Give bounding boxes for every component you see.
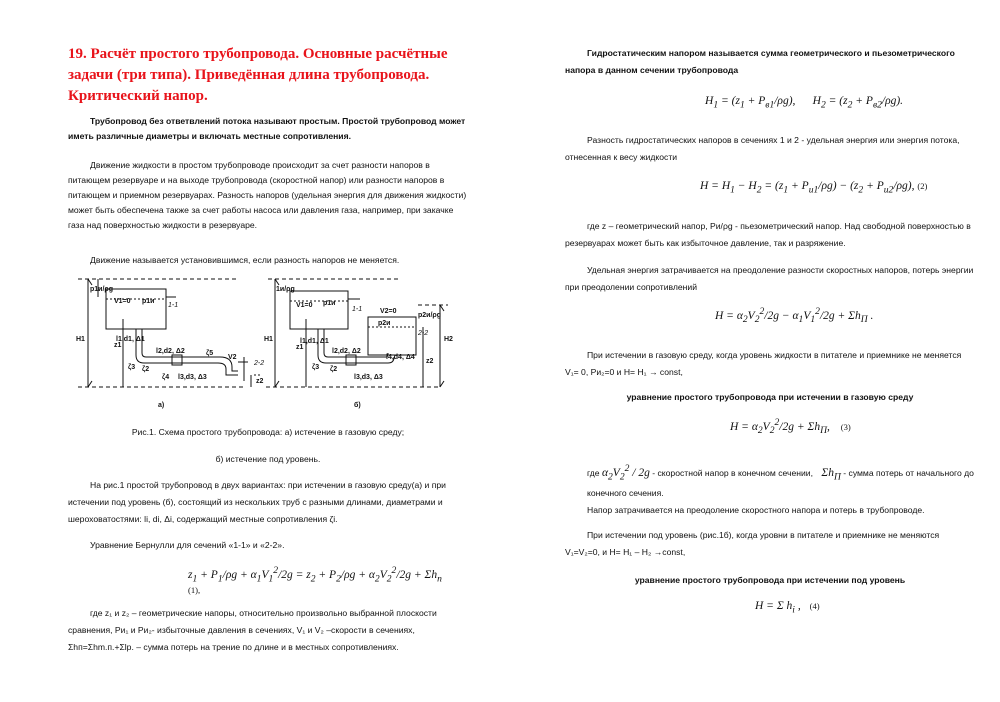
eq3-number: (3)	[840, 421, 851, 432]
paragraph-steady: Движение называется установившимся, если разность напоров не меняется.	[90, 255, 400, 265]
subheading-gas-outflow: уравнение простого трубопровода при истечении в газовую среду	[626, 392, 914, 402]
fig-a-pipe1: l1,d1, Δ1	[116, 336, 145, 343]
fig-a-zeta2: ζ2	[142, 366, 150, 373]
fig-a-z1: z1	[114, 342, 122, 349]
fig-a-zeta4: ζ4	[162, 374, 170, 381]
fig-a-v2: V2	[228, 354, 237, 361]
fig-b-H2: H2	[444, 336, 453, 343]
paragraph-bernoulli: Уравнение Бернулли для сечений «1-1» и «2-2».	[90, 540, 285, 550]
paragraph-difference: Разность гидростатических напоров в сечениях 1 и 2 - удельная энергия или энергия потока, отнесенная к весу жидкости	[565, 135, 960, 162]
equation-3: $H = \alpha_2V_2^2/2g + \Sigma h_П$, (3)	[730, 417, 851, 437]
fig-a-z2: z2	[256, 378, 264, 385]
fig-b-v1-label: V1=0	[296, 302, 313, 309]
hydrostatic-head-formula: $H_1 = (z_1 + P_{в1}/\rho g)$, $H_2 = (z_2 + P_{в2}/\rho g)$.	[705, 95, 904, 111]
fig-b-zeta2: ζ2	[330, 366, 338, 373]
text-loss-sum: - сумма потерь от начального до конечного сечения.	[587, 467, 974, 499]
velocity-head-term: $\alpha_2V_2^2 / 2g$	[601, 463, 650, 483]
fig-a-zeta5: ζ5	[206, 350, 214, 357]
equation-4: H = Σ $h_i$ , (4)	[755, 600, 820, 616]
fig-a-zeta3: ζ3	[128, 364, 136, 371]
text-velocity-head: - скоростной напор в конечном сечении,	[652, 467, 813, 478]
fig-a-pipe2: l2,d2, Δ2	[156, 348, 185, 355]
fig-a-caption: а)	[158, 402, 165, 409]
figure-caption-2: б) истечение под уровень.	[215, 454, 321, 464]
fig-b-pipe3: l3,d3, Δ3	[354, 374, 383, 381]
eq1-number: (1),	[188, 585, 201, 596]
bernoulli-equation: $z_1 + P_1/\rho g + \alpha_1V_1^2/2g = z_2 + P_2/\rho g + \alpha_2V_2^2/2g + \Sigma h_п$ (1),	[188, 565, 442, 596]
fig-a-section22: 2-2	[254, 360, 265, 367]
pipeline-figure	[68, 277, 478, 412]
paragraph-gas-outflow: При истечении в газовую среду, когда уровень жидкости в питателе и приемнике не меняется V₁= 0, Pи₂=0 и H= H₁ → const,	[565, 350, 962, 377]
fig-a-v1-label: V1=0	[114, 298, 131, 305]
fig-a-section11: 1-1	[168, 302, 179, 309]
fig-a-pipe3: l3,d3, Δ3	[178, 374, 207, 381]
fig-b-p2i: p2и	[378, 320, 391, 327]
paragraph-energy: Удельная энергия затрачивается на преодоление разности скоростных напоров, потерь энергии при преодолении сопротивлений	[565, 265, 974, 292]
fig-b-zeta3: ζ3	[312, 364, 320, 371]
fig-b-section11: 1-1	[352, 306, 363, 313]
paragraph-figure-desc: На рис.1 простой трубопровод в двух вариантах: при истечении в газовую среду(а) и при истечении под уровень (б), состоящий из нескольких труб с разными длинами, диаметрами и шероховатостями: li, di, Δi, содержащий местные сопротивления ζi.	[68, 480, 446, 524]
fig-b-caption: б)	[354, 402, 361, 409]
fig-b-pipe4: l4,d4, Δ4	[386, 354, 415, 361]
paragraph-head-spent: Напор затрачивается на преодоление скоростного напора и потерь в трубопроводе.	[587, 505, 925, 515]
section-heading: 19. Расчёт простого трубопровода. Основные расчётные задачи (три типа). Приведённая длина трубопровода. Критический напор.	[68, 46, 448, 104]
fig-b-pipe2: l2,d2, Δ2	[332, 348, 361, 355]
paragraph-submerged: При истечении под уровень (рис.1б), когда уровни в питателе и приемнике не меняются V₁=V₂=0, и H= H₁ – H₂ →const,	[565, 530, 940, 557]
fig-b-z2: z2	[426, 358, 434, 365]
intro-paragraph: Трубопровод без ответвлений потока называют простым. Простой трубопровод может иметь различные диаметры и включать местные сопротивления.	[68, 116, 466, 141]
fig-a-p1-label: p1и/ρg	[90, 286, 114, 293]
paragraph-geometric: где z – геометрический напор, Pи/ρg - пьезометрический напор. Над свободной поверхностью в резервуарах может быть как избыточное давление, так и разряжение.	[565, 221, 971, 248]
paragraph-hydrostatic: Гидростатическим напором называется сумма геометрического и пьезометрического напора в данном сечении трубопровода	[565, 48, 955, 75]
loss-sum-term: $\Sigma h_П$	[821, 466, 841, 483]
fig-b-v2: V2=0	[380, 308, 397, 315]
fig-b-z1: z1	[296, 344, 304, 351]
paragraph-legend: где z₁ и z₂ – геометрические напоры, относительно произвольно выбранной плоскости сравнения, Pи₁ и Pи₂- избыточные давления в сечениях, V₁ и V₂ –скорости в сечениях, Σhп=Σhm.п.+Σlр. – сумма потерь на трение по длине и в местных сопротивлениях.	[68, 608, 437, 652]
fig-b-p1-label: 1и/ρg	[276, 286, 295, 293]
paragraph-motion: Движение жидкости в простом трубопроводе происходит за счет разности напоров в питающем резервуаре и на выходе трубопровода (скоростной напор) или разности напоров в питающем и приемном резервуарах. Разность напоров (удельная энергия для движения жидкости) может быть обеспечена также за счет работы насоса или давления газа, например, при закачке газа над поверхностью жидкости в резервуаре.	[68, 160, 467, 230]
eq4-number: (4)	[809, 601, 820, 611]
fig-b-p2: p2и/ρg	[418, 312, 442, 319]
eq2-number: (2)	[917, 181, 928, 191]
fig-b-H1: H1	[264, 336, 273, 343]
fig-a-p1i-label: p1и	[142, 298, 155, 305]
text-where: где	[587, 467, 600, 478]
fig-b-p1i-label: p1и	[323, 300, 336, 307]
subheading-submerged: уравнение простого трубопровода при истечении под уровень	[634, 575, 906, 585]
fig-b-pipe1: l1,d1, Δ1	[300, 338, 329, 345]
figure-caption-1: Рис.1. Схема простого трубопровода: а) истечение в газовую среду;	[131, 427, 405, 437]
paragraph-velocity-head	[587, 460, 977, 502]
fig-a-H1: H1	[76, 336, 85, 343]
energy-difference-formula: $H = H_1 - H_2 = (z_1 + P_{и1}/\rho g) - (z_2 + P_{и2}/\rho g)$, (2)	[700, 180, 928, 196]
fig-b-section22: 2-2	[418, 330, 429, 337]
energy-formula: $H = \alpha_2V_2^2/2g - \alpha_1V_1^2/2g + \Sigma h_П$ .	[715, 306, 874, 326]
